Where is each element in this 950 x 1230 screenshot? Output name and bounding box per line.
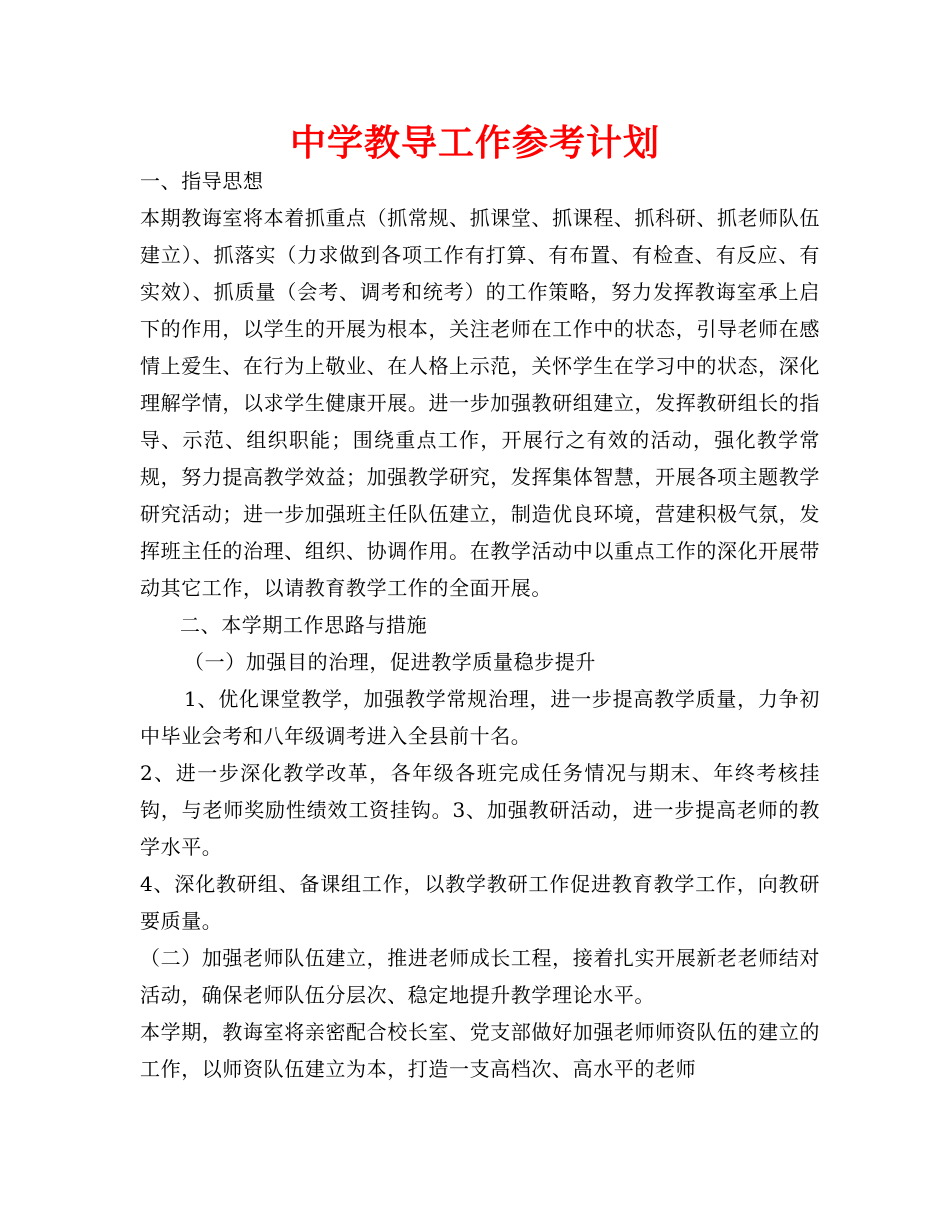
section-heading-work-plan: 二、本学期工作思路与措施 [180,613,428,637]
document-body [140,163,820,1088]
paragraph-this-semester: 本学期，教诲室将亲密配合校长室、党支部做好加强老师师资队伍的建立的工作，以师资队伍建立为本，打造一支高档次、高水平的老师 [140,1020,820,1081]
paragraph-item-4: 4、深化教研组、备课组工作，以教学教研工作促进教育教学工作，向教研要质量。 [140,872,820,933]
subsection-heading-goal-management: （一）加强目的治理，促进教学质量稳步提升 [184,650,596,674]
section-heading-guiding-ideology: 一、指导思想 [140,169,264,193]
document-title: 中学教导工作参考计划 [289,123,660,164]
paragraph-item-2-3: 2、进一步深化教学改革，各年级各班完成任务情况与期末、年终考核挂钩，与老师奖励性绩效工资挂钩。3、加强教研活动，进一步提高老师的教学水平。 [140,761,820,859]
paragraph-guiding-ideology: 本期教诲室将本着抓重点（抓常规、抓课堂、抓课程、抓科研、抓老师队伍建立）、抓落实（力求做到各项工作有打算、有布置、有检查、有反应、有实效）、抓质量（会考、调考和统考）的工作策略，努力发挥教诲室承上启下的作用，以学生的开展为根本，关注老师在工作中的状态，引导老师在感情上爱生、在行为上敬业、在人格上示范，关怀学生在学习中的状态，深化理解学情，以求学生健康开展。进一步加强教研组建立，发挥教研组长的指导、示范、组织职能；围绕重点工作，开展行之有效的活动，强化教学常规，努力提高教学效益；加强教学研究，发挥集体智慧，开展各项主题教学研究活动；进一步加强班主任队伍建立，制造优良环境，营建积极气氛，发挥班主任的治理、组织、协调作用。在教学活动中以重点工作的深化开展带动其它工作，以请教育教学工作的全面开展。 [140,206,820,600]
subsection-heading-teacher-team: （二）加强老师队伍建立，推进老师成长工程，接着扎实开展新老老师结对活动，确保老师队伍分层次、稳定地提升教学理论水平。 [140,946,820,1007]
paragraph-item-1: 1、优化课堂教学，加强教学常规治理，进一步提高教学质量，力争初中毕业会考和八年级调考进入全县前十名。 [140,687,820,748]
